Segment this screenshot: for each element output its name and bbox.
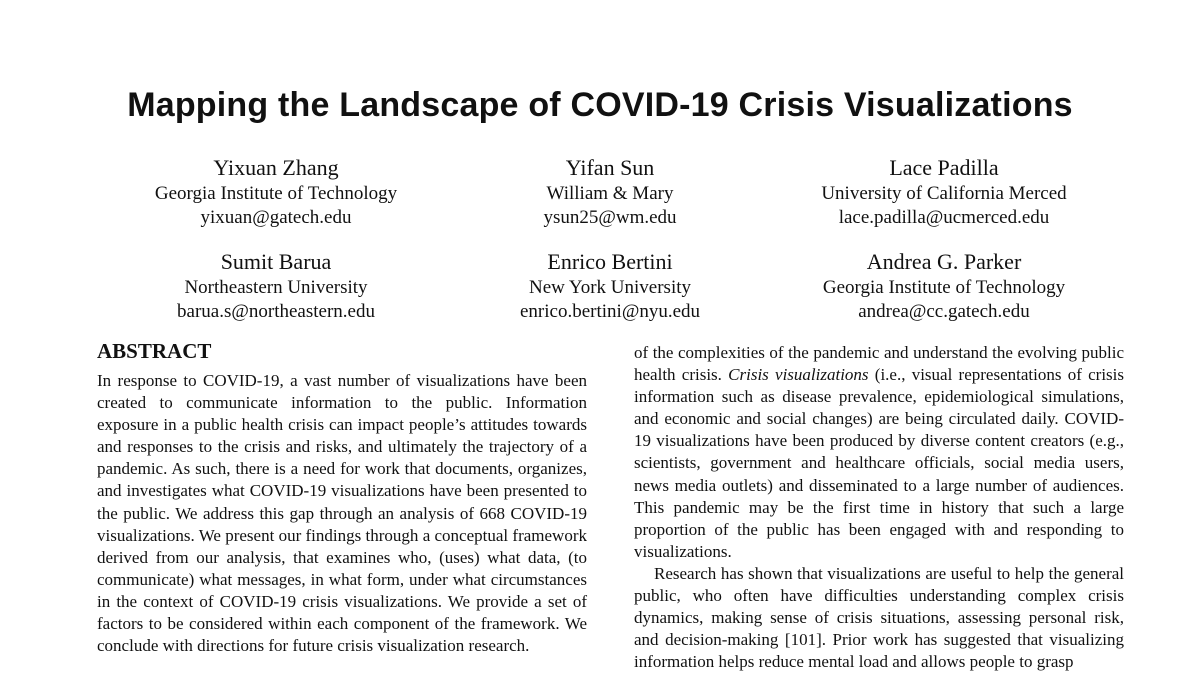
author-email[interactable]: ysun25@wm.edu [543,207,677,228]
author-affiliation: Northeastern University [184,277,368,298]
author-name: Yifan Sun [565,155,655,180]
author-email[interactable]: barua.s@northeastern.edu [177,301,375,322]
author-name: Enrico Bertini [547,249,673,274]
emphasized-term: Crisis visualizations [728,365,869,385]
author-name: Sumit Barua [220,249,332,274]
left-column [97,338,587,657]
abstract-text: In response to COVID-19, a vast number of visualizations have been created to communicate information to the public. Information exposure in a public health crisis can impact people’s attitudes towards and responses to the crisis and risks, and ultimately the trajectory of a pandemic. As such, there is a need for work that documents, organizes, and investigates what COVID-19 visualizations have been presented to the public. We address this gap through an analysis of 668 COVID-19 visualizations. We present our findings through a conceptual framework derived from our analysis, that examines who, (uses) what data, (to communicate) what messages, in what form, under what circumstances in the context of COVID-19 crisis visualizations. We provide a set of factors to be considered within each component of the framework. We conclude with directions for future crisis visualization research. [97,371,587,656]
author-block [430,248,790,324]
author-block [96,154,456,230]
author-block [764,154,1124,230]
paper-title: Mapping the Landscape of COVID-19 Crisis Visualizations [127,86,1073,124]
author-affiliation: William & Mary [546,183,674,204]
author-email[interactable]: enrico.bertini@nyu.edu [520,301,700,322]
research-paragraph [634,563,1124,673]
author-name: Yixuan Zhang [213,155,339,180]
author-block [96,248,456,324]
author-name: Andrea G. Parker [866,249,1022,274]
author-email[interactable]: lace.padilla@ucmerced.edu [838,207,1050,228]
author-name: Lace Padilla [889,155,999,180]
right-column [634,342,1124,673]
author-affiliation: Georgia Institute of Technology [822,277,1066,298]
intro-text: (i.e., visual representations of crisis information such as disease prevalence, epidemiological simulations, and economic and social changes) are being circulated daily. COVID-19 visualizations have been produced by diverse content creators (e.g., scientists, government and healthcare officials, social media users, news media outlets) and disseminated to a large number of audiences. This pandemic may be the first time in history that such a large proportion of the public has been engaged with and responding to visualizations. [634,365,1124,561]
author-affiliation: Georgia Institute of Technology [154,183,398,204]
intro-paragraph [634,342,1124,563]
author-affiliation: New York University [528,277,692,298]
author-block [764,248,1124,324]
author-email[interactable]: yixuan@gatech.edu [200,207,352,228]
abstract-heading: ABSTRACT [97,339,212,363]
research-text: Research has shown that visualizations are useful to help the general public, who often have difficulties understanding complex crisis dynamics, making sense of crisis situations, assessing personal risk, and decision-making [101]. Prior work has suggested that visualizing information helps reduce mental load and allows people to grasp [634,563,1124,672]
author-block [430,154,790,230]
author-affiliation: University of California Merced [821,183,1067,204]
intro-text: of the complexities of the pandemic and understand the evolving public health crisis. [634,343,1124,385]
author-email[interactable]: andrea@cc.gatech.edu [858,301,1030,322]
